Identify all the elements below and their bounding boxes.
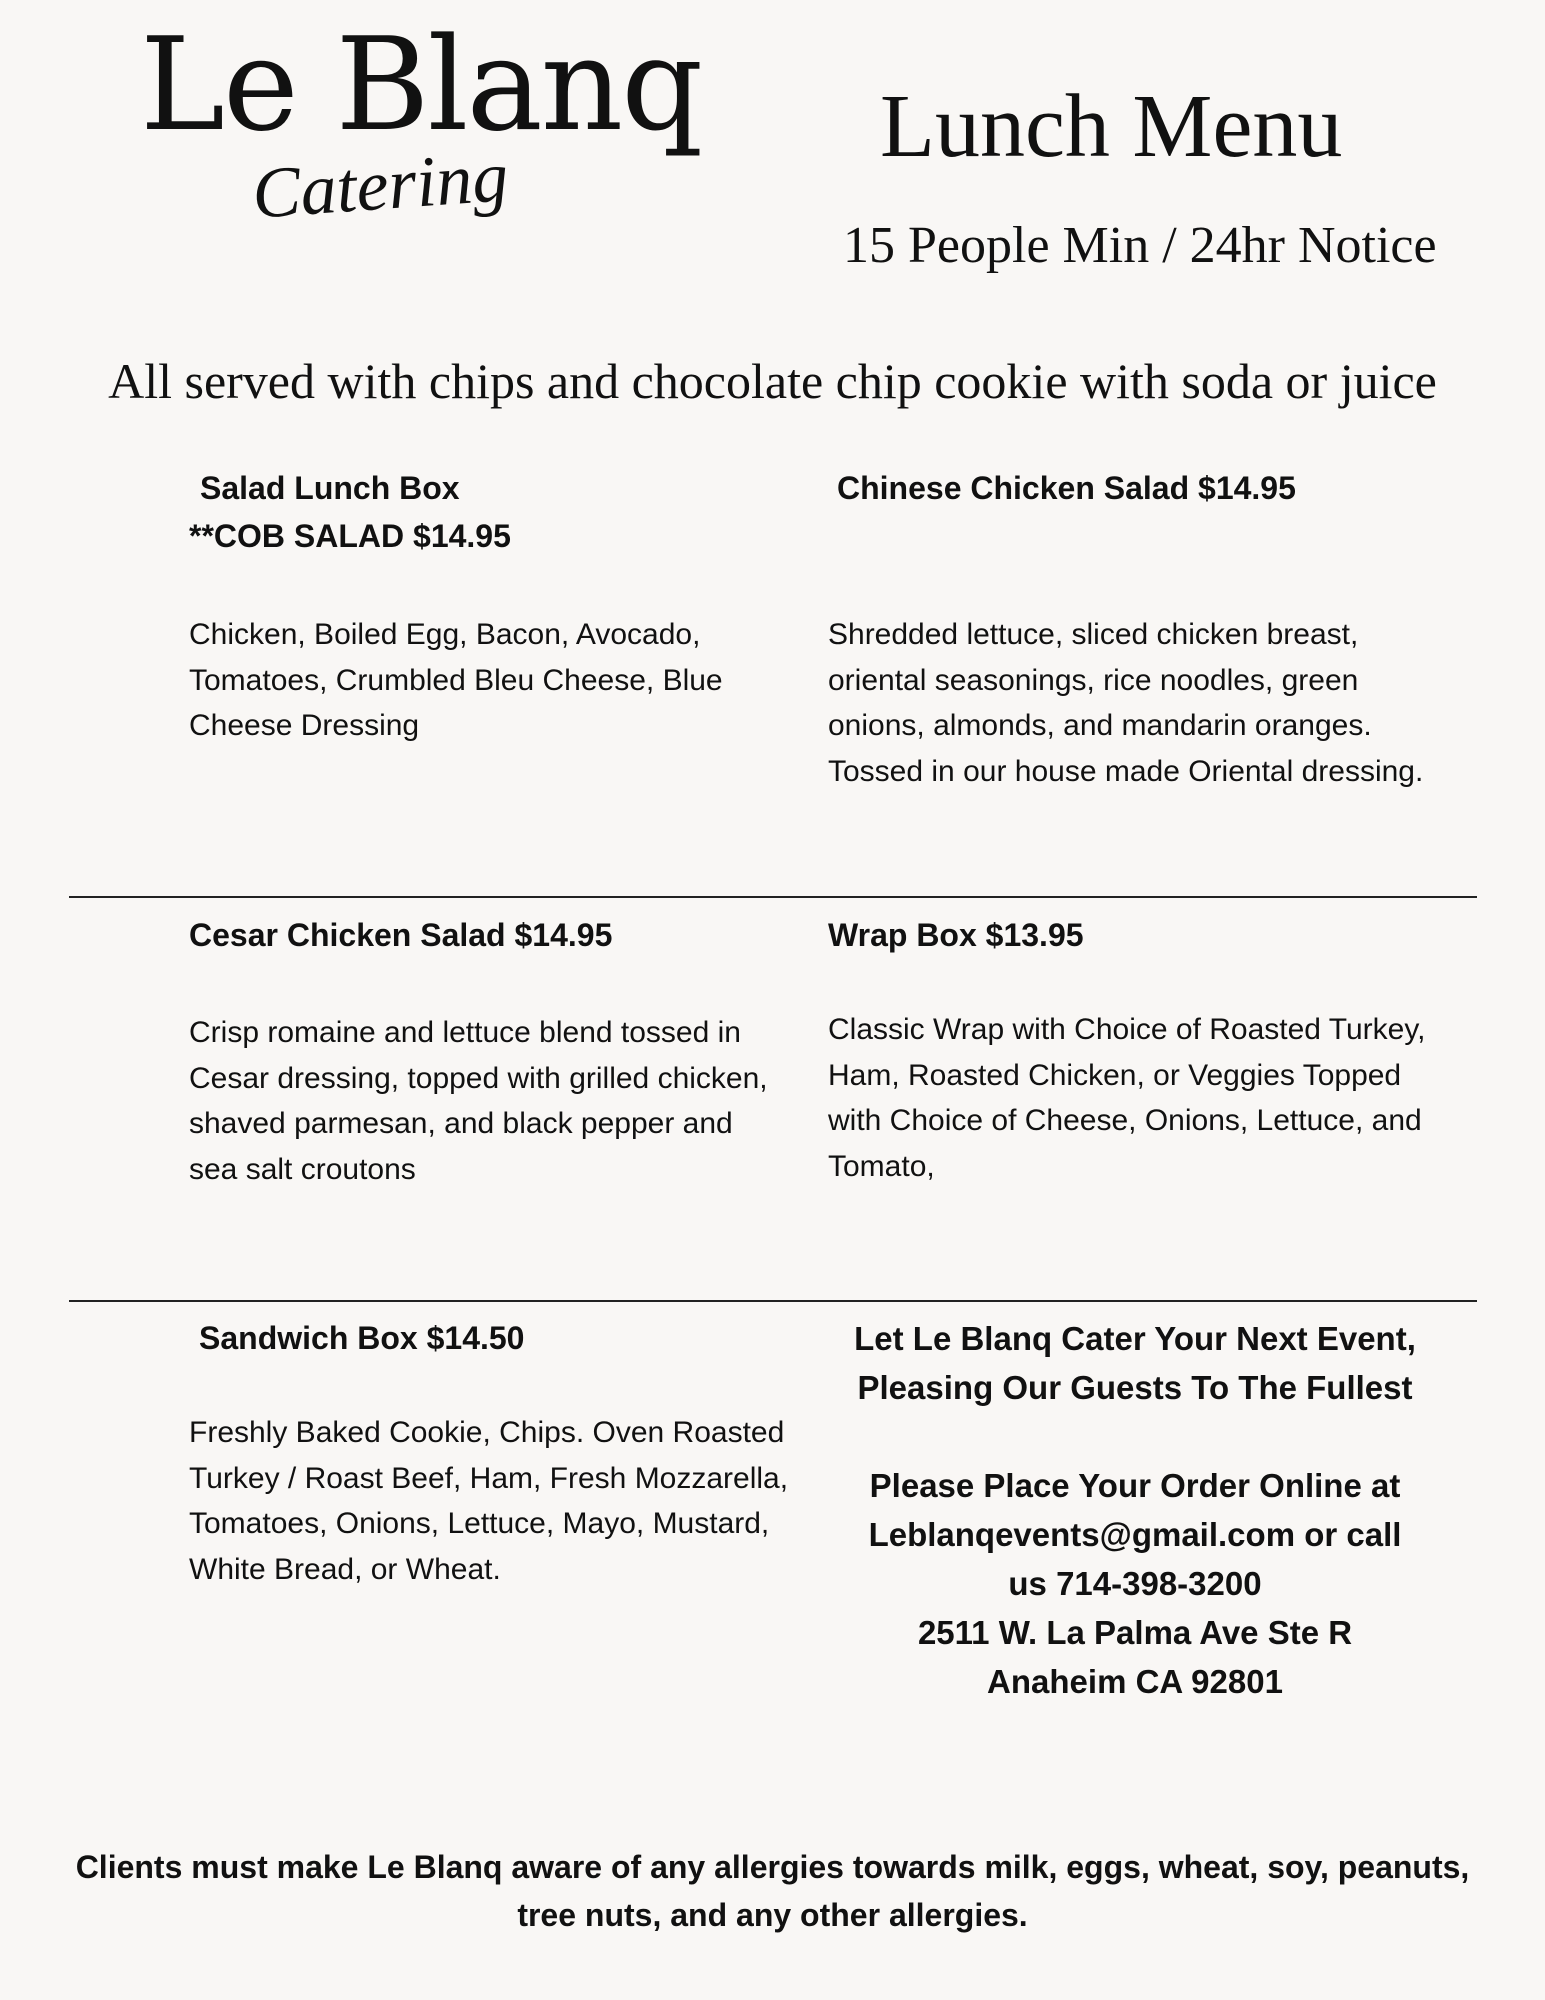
brand-subtitle: Catering	[249, 136, 511, 234]
item-description: Classic Wrap with Choice of Roasted Turkey, Ham, Roasted Chicken, or Veggies Topped with Choice of Cheese, Onions, Lettuce, and Tomato,	[828, 1013, 1426, 1183]
promo-line: Pleasing Our Guests To The Fullest	[857, 1369, 1413, 1406]
menu-item-wrap-box-title: Wrap Box $13.95	[828, 917, 1084, 953]
page-title: Lunch Menu	[880, 77, 1343, 176]
catering-promo	[810, 1314, 1460, 1706]
allergy-line: tree nuts, and any other allergies.	[517, 1897, 1028, 1933]
section-divider	[69, 1300, 1477, 1302]
item-description: Crisp romaine and lettuce blend tossed in Cesar dressing, topped with grilled chicken, shaved parmesan, and black pepper and sea salt croutons	[189, 1016, 768, 1186]
item-subtitle: **COB SALAD $14.95	[189, 518, 511, 554]
section-divider	[69, 896, 1477, 898]
menu-item-chinese-chicken-salad	[837, 464, 1477, 512]
address-line: 2511 W. La Palma Ave Ste R	[917, 1614, 1353, 1651]
menu-item-salad-lunch-box	[189, 464, 809, 560]
menu-item-cesar-chicken-salad-title: Cesar Chicken Salad $14.95	[189, 917, 613, 953]
item-description: Shredded lettuce, sliced chicken breast, oriental seasonings, rice noodles, green onions, almonds, and mandarin oranges. Tossed in our house made Oriental dressing.	[828, 618, 1424, 788]
item-title: Chinese Chicken Salad $14.95	[837, 470, 1296, 506]
promo-line: Let Le Blanq Cater Your Next Event,	[854, 1320, 1416, 1357]
order-phone[interactable]: us 714-398-3200	[1008, 1565, 1262, 1602]
brand-name: Le Blanq	[140, 11, 702, 160]
allergy-line: Clients must make Le Blanq aware of any allergies towards milk, eggs, wheat, soy, peanuts,	[75, 1849, 1470, 1885]
menu-item-sandwich-box-title: Sandwich Box $14.50	[199, 1320, 525, 1356]
order-instructions: Please Place Your Order Online at	[869, 1467, 1401, 1504]
order-minimum-note: 15 People Min / 24hr Notice	[843, 217, 1437, 274]
tagline: All served with chips and chocolate chip cookie with soda or juice	[108, 353, 1437, 409]
allergy-notice	[0, 1843, 1545, 1939]
item-description: Freshly Baked Cookie, Chips. Oven Roasted Turkey / Roast Beef, Ham, Fresh Mozzarella, Tomatoes, Onions, Lettuce, Mayo, Mustard, White Bread, or Wheat.	[189, 1416, 789, 1586]
address-line: Anaheim CA 92801	[987, 1663, 1283, 1700]
item-description: Chicken, Boiled Egg, Bacon, Avocado, Tomatoes, Crumbled Bleu Cheese, Blue Cheese Dressing	[189, 618, 723, 742]
item-title: Salad Lunch Box	[200, 470, 460, 506]
order-email[interactable]: Leblanqevents@gmail.com or call	[868, 1516, 1402, 1553]
